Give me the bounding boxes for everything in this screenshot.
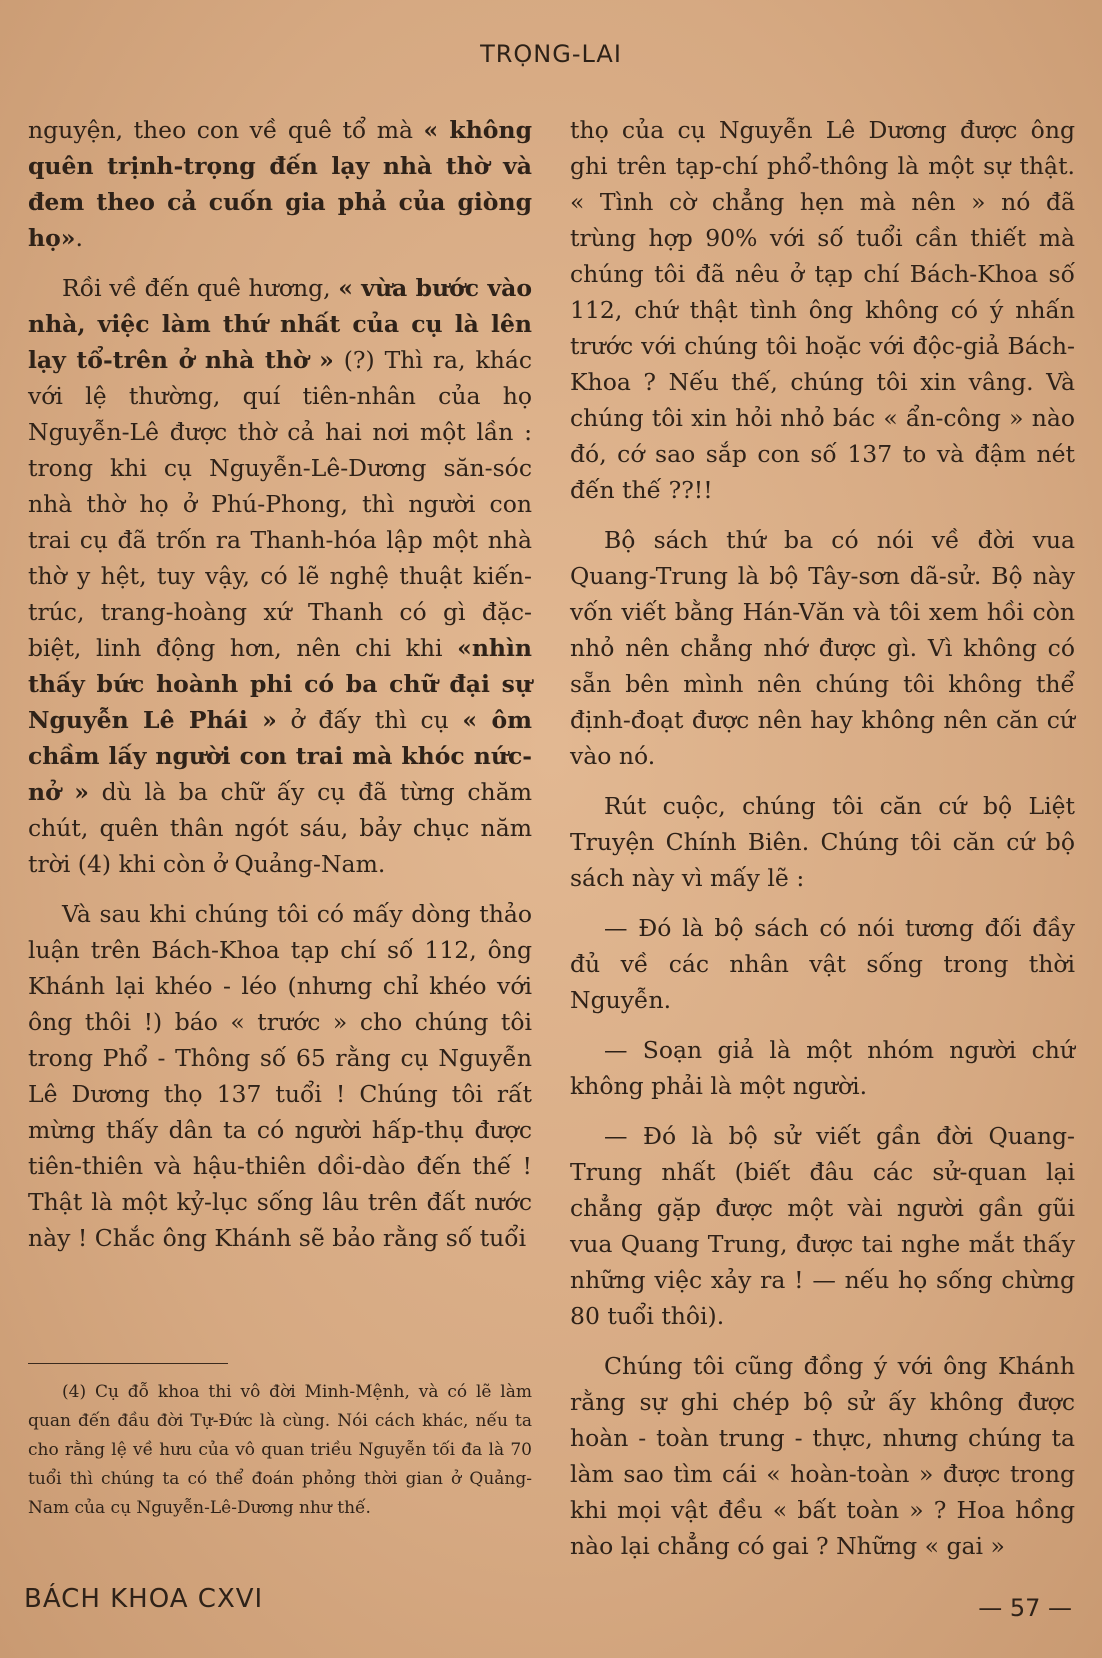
quoted-bold-text: « ôm chầm lấy người con trai mà khóc nức-nở »: [28, 706, 532, 806]
text-run: dù là ba chữ ấy cụ đã từng chăm chút, quên thân ngót sáu, bảy chục năm trời (4) khi còn ở Quảng-Nam.: [28, 778, 532, 878]
text-run: (?) Thì ra, khác với lệ thường, quí tiên-nhân của họ Nguyễn-Lê được thờ cả hai nơi một lần : trong khi cụ Nguyễn-Lê-Dương săn-sóc nhà thờ họ ở Phú-Phong, thì người con trai cụ đã trốn ra Thanh-hóa lập một nhà thờ y hệt, tuy vậy, có lẽ nghệ thuật kiến-trúc, trang-hoàng xứ Thanh có gì đặc-biệt, linh động hơn, nên chi khi: [28, 346, 532, 662]
text-run: Rồi về đến quê hương,: [62, 274, 339, 302]
paragraph: — Soạn giả là một nhóm người chứ không phải là một người.: [570, 1036, 1075, 1100]
paragraph: Và sau khi chúng tôi có mấy dòng thảo luận trên Bách-Khoa tạp chí số 112, ông Khánh lại khéo - léo (nhưng chỉ khéo với ông thôi !) báo « trước » cho chúng tôi trong Phổ - Thông số 65 rằng cụ Nguyễn Lê Dương thọ 137 tuổi ! Chúng tôi rất mừng thấy dân ta có người hấp-thụ được tiên-thiên và hậu-thiên dồi-dào đến thế ! Thật là một kỷ-lục sống lâu trên đất nước này ! Chắc ông Khánh sẽ bảo rằng số tuổi: [28, 900, 532, 1252]
footnote-text: (4) Cụ đỗ khoa thi vô đời Minh-Mệnh, và có lẽ làm quan đến đầu đời Tự-Đức là cùng. Nói cách khác, nếu ta cho rằng lệ về hưu của vô quan triều Nguyễn tối đa là 70 tuổi thì chúng ta có thể đoán phỏng thời gian ở Quảng-Nam của cụ Nguyễn-Lê-Dương như thế.: [28, 1382, 532, 1518]
right-column: [570, 112, 1075, 1578]
text-run: .: [75, 224, 83, 252]
quoted-bold-text: «nhìn thấy bức hoành phi có ba chữ đại sự Nguyễn Lê Phái »: [28, 634, 532, 734]
paragraph: — Đó là bộ sử viết gần đời Quang-Trung nhất (biết đâu các sử-quan lại chẳng gặp được một vài người gần gũi vua Quang Trung, được tai nghe mắt thấy những việc xảy ra ! — nếu họ sống chừng 80 tuổi thôi).: [570, 1122, 1075, 1330]
running-header: TRỌNG-LAI: [480, 40, 622, 68]
left-column: [28, 112, 532, 1270]
quoted-bold-text: « không quên trịnh-trọng đến lạy nhà thờ và đem theo cả cuốn gia phả của giòng họ»: [28, 116, 532, 252]
paragraph: — Đó là bộ sách có nói tương đối đầy đủ về các nhân vật sống trong thời Nguyễn.: [570, 914, 1075, 1014]
text-run: ở đấy thì cụ: [276, 706, 463, 734]
paragraph: Chúng tôi cũng đồng ý với ông Khánh rằng sự ghi chép bộ sử ấy không được hoàn - toàn trung - thực, nhưng chúng ta làm sao tìm cái « hoàn-toàn » được trong khi mọi vật đều « bất toàn » ? Hoa hồng nào lại chẳng có gai ? Những « gai »: [570, 1352, 1075, 1560]
paragraph: Rút cuộc, chúng tôi căn cứ bộ Liệt Truyện Chính Biên. Chúng tôi căn cứ bộ sách này vì mấy lẽ :: [570, 792, 1075, 892]
page-number: — 57 —: [978, 1594, 1072, 1622]
paragraph: [28, 112, 532, 256]
magazine-issue-label: BÁCH KHOA CXVI: [24, 1584, 264, 1614]
paragraph: thọ của cụ Nguyễn Lê Dương được ông ghi trên tạp-chí phổ-thông là một sự thật. « Tình cờ chẳng hẹn mà nên » nó đã trùng hợp 90% với số tuổi cần thiết mà chúng tôi đã nêu ở tạp chí Bách-Khoa số 112, chứ thật tình ông không có ý nhấn trước với chúng tôi hoặc với độc-giả Bách-Khoa ? Nếu thế, chúng tôi xin vâng. Và chúng tôi xin hỏi nhỏ bác « ẩn-công » nào đó, cớ sao sắp con số 137 to và đậm nét đến thế ??!!: [570, 116, 1075, 504]
text-run: nguyện, theo con về quê tổ mà: [28, 116, 424, 144]
footnote: [28, 1378, 532, 1523]
quoted-bold-text: « vừa bước vào nhà, việc làm thứ nhất của cụ là lên lạy tổ-trên ở nhà thờ »: [28, 274, 532, 374]
footnote-divider: [28, 1363, 228, 1364]
paragraph: Bộ sách thứ ba có nói về đời vua Quang-Trung là bộ Tây-sơn dã-sử. Bộ này vốn viết bằng Hán-Văn và tôi xem hồi còn nhỏ nên chẳng nhớ được gì. Vì không có sẵn bên mình nên chúng tôi không thể định-đoạt được nên hay không nên căn cứ vào nó.: [570, 526, 1075, 770]
paragraph: [28, 270, 532, 882]
